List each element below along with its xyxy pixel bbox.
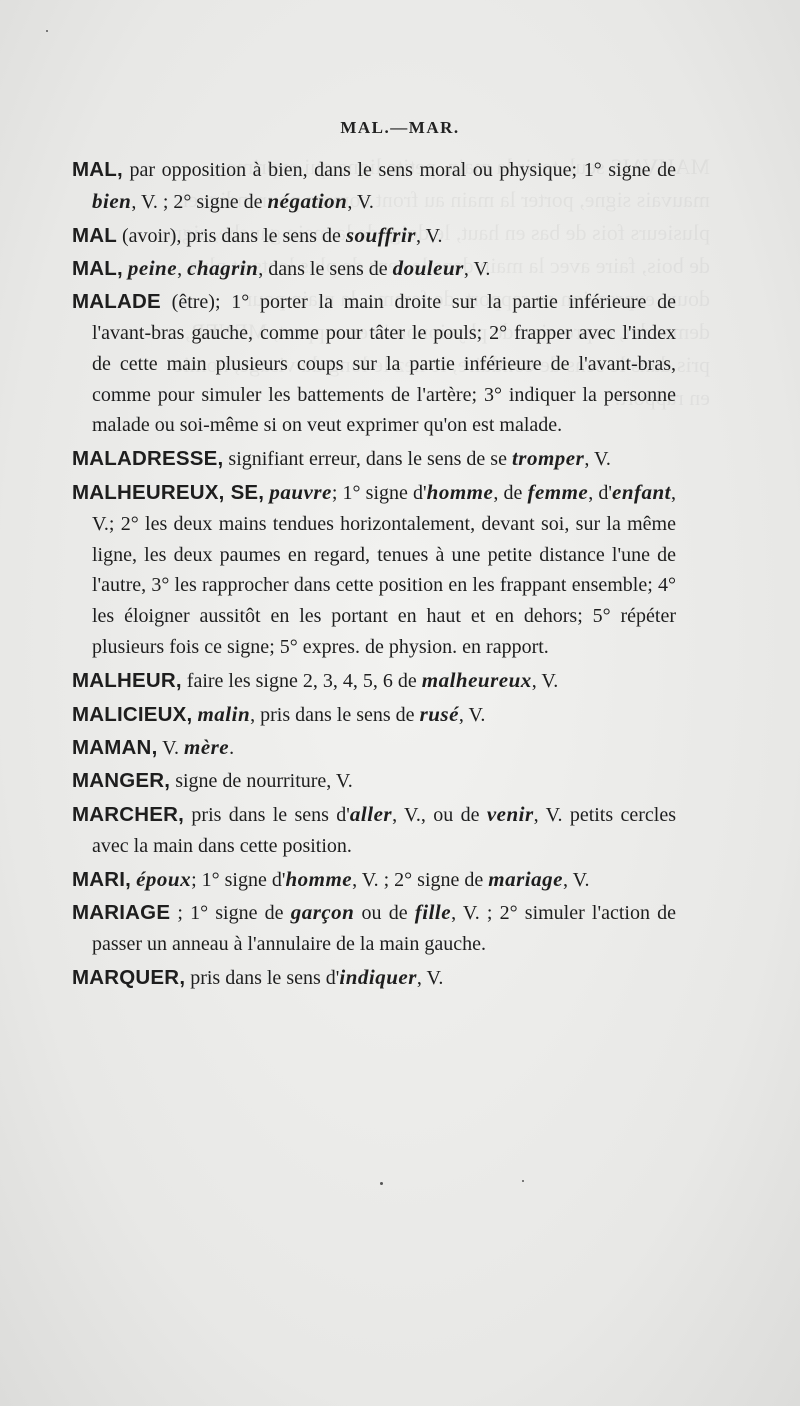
entry-text: par opposition à bien, dans le sens moral ou physique; 1° signe de <box>122 159 676 181</box>
entry-headword: MAL, <box>72 257 123 281</box>
entry-headword: MALICIEUX, <box>72 702 193 726</box>
entry-headword: MAL, <box>72 158 123 181</box>
entry-text: , V. ; 2° signe de <box>131 190 268 213</box>
entry-headword: MALADRESSE, <box>72 447 224 471</box>
entry-text: , V. ; 2° signe de <box>352 868 489 891</box>
entry-headword: MAMAN, <box>72 736 158 760</box>
entry-text: , V. <box>584 448 611 471</box>
entry-headword: MALHEUR, <box>72 668 182 692</box>
dictionary-entry <box>72 799 676 862</box>
running-header: MAL.—MAR. <box>340 118 460 137</box>
dictionary-entry <box>72 477 676 663</box>
cross-reference: souffrir <box>345 222 416 247</box>
cross-reference: aller <box>349 801 393 826</box>
cross-reference: homme <box>426 479 494 504</box>
entry-text: , V. <box>463 258 491 281</box>
dictionary-entry <box>72 665 676 697</box>
ink-speck <box>522 1180 524 1182</box>
cross-reference: homme <box>285 866 353 891</box>
dictionary-entry <box>72 443 676 475</box>
dictionary-entry <box>72 732 676 764</box>
entry-headword: MANGER, <box>72 769 171 793</box>
entry-text: . <box>229 737 235 760</box>
entry-text: V. <box>157 737 184 760</box>
cross-reference: pauvre <box>269 479 332 504</box>
entry-text: , d' <box>588 481 612 504</box>
entry-text: , V. <box>531 669 559 692</box>
entry-text: , V. petits cercles avec la main dans cette position. <box>92 803 676 857</box>
cross-reference: négation <box>267 188 348 213</box>
cross-reference: malin <box>197 701 251 726</box>
dictionary-entry <box>72 220 676 252</box>
entry-headword: MARI, <box>72 867 132 891</box>
cross-reference: fille <box>414 900 452 925</box>
dictionary-entry <box>72 864 676 896</box>
dictionary-entry <box>72 897 676 960</box>
cross-reference: peine <box>127 256 178 281</box>
cross-reference: chagrin <box>187 256 259 281</box>
cross-reference: mariage <box>488 866 563 891</box>
entry-text: faire les signe 2, 3, 4, 5, 6 de <box>181 669 422 692</box>
dictionary-entry <box>72 287 676 441</box>
entry-text: , V., ou de <box>392 803 487 826</box>
entry-text: ; 1° signe d' <box>191 868 286 891</box>
cross-reference: bien <box>92 188 132 213</box>
entry-text: ; 1° signe d' <box>331 481 427 504</box>
cross-reference: indiquer <box>339 964 417 989</box>
cross-reference: rusé <box>419 701 459 726</box>
entry-text: , dans le sens de <box>258 258 393 281</box>
cross-reference: enfant <box>612 479 672 504</box>
dictionary-entries <box>72 155 676 996</box>
ink-speck <box>46 30 48 32</box>
entry-text: pris dans le sens d' <box>185 966 340 989</box>
entry-text: ; 1° signe de <box>170 902 291 925</box>
entry-text: signifiant erreur, dans le sens de se <box>223 448 512 471</box>
entry-text: , V. <box>416 966 444 989</box>
cross-reference: époux <box>136 866 192 891</box>
entry-headword: MARCHER, <box>72 802 185 826</box>
ink-speck <box>380 1182 383 1185</box>
cross-reference: mère <box>183 735 230 760</box>
dictionary-entry <box>72 962 676 994</box>
cross-reference: garçon <box>290 900 355 925</box>
entry-text: , V. <box>415 224 443 247</box>
entry-headword: MALHEUREUX, SE, <box>72 480 265 504</box>
entry-headword: MALADE <box>72 290 161 314</box>
cross-reference: venir <box>486 801 534 826</box>
cross-reference: malheureux <box>421 667 532 692</box>
entry-headword: MAL <box>72 223 118 247</box>
entry-text: , V. <box>562 868 590 891</box>
entry-text: , V. <box>458 703 486 726</box>
entry-headword: MARQUER, <box>72 965 186 989</box>
dictionary-entry <box>72 253 676 285</box>
dictionary-entry <box>72 766 676 797</box>
cross-reference: douleur <box>392 256 464 281</box>
entry-text: signe de nourriture, V. <box>170 770 353 793</box>
entry-text: , <box>177 258 188 281</box>
entry-text: ou de <box>354 902 415 925</box>
entry-text: , V. <box>347 190 374 213</box>
dictionary-entry <box>72 155 676 218</box>
entry-text: (être); 1° porter la main droite sur la partie inférieure de l'avant-bras gauche, comme pour tâter le pouls; 2° frapper avec l'index de cette main plusieurs coups sur la partie inférieure de l'avant-bras, comme pour simuler les battements de l'artère; 3° indiquer la personne malade ou soi-même si on veut exprimer qu'on est malade. <box>92 291 676 437</box>
dictionary-entry <box>72 699 676 731</box>
cross-reference: tromper <box>511 446 585 471</box>
entry-text: (avoir), pris dans le sens de <box>117 224 346 247</box>
entry-text: , pris dans le sens de <box>250 703 420 726</box>
entry-text: pris dans le sens d' <box>184 803 350 826</box>
entry-text: , de <box>493 481 528 504</box>
entry-text: , V. ; 2° simuler l'action de passer un anneau à l'annulaire de la main gauche. <box>92 902 677 956</box>
entry-text: , V.; 2° les deux mains tendues horizontalement, devant soi, sur la même ligne, les deux paumes en regard, tenues à une petite distance l'une de l'autre, 3° les rapprocher dans cette position en les frappant ensemble; 4° les éloigner aussitôt en les portant en haut et en dehors; 5° répéter plusieurs fois ce signe; 5° expres. de physion. en rapport. <box>92 481 677 658</box>
entry-headword: MARIAGE <box>72 901 171 925</box>
cross-reference: femme <box>527 479 589 504</box>
